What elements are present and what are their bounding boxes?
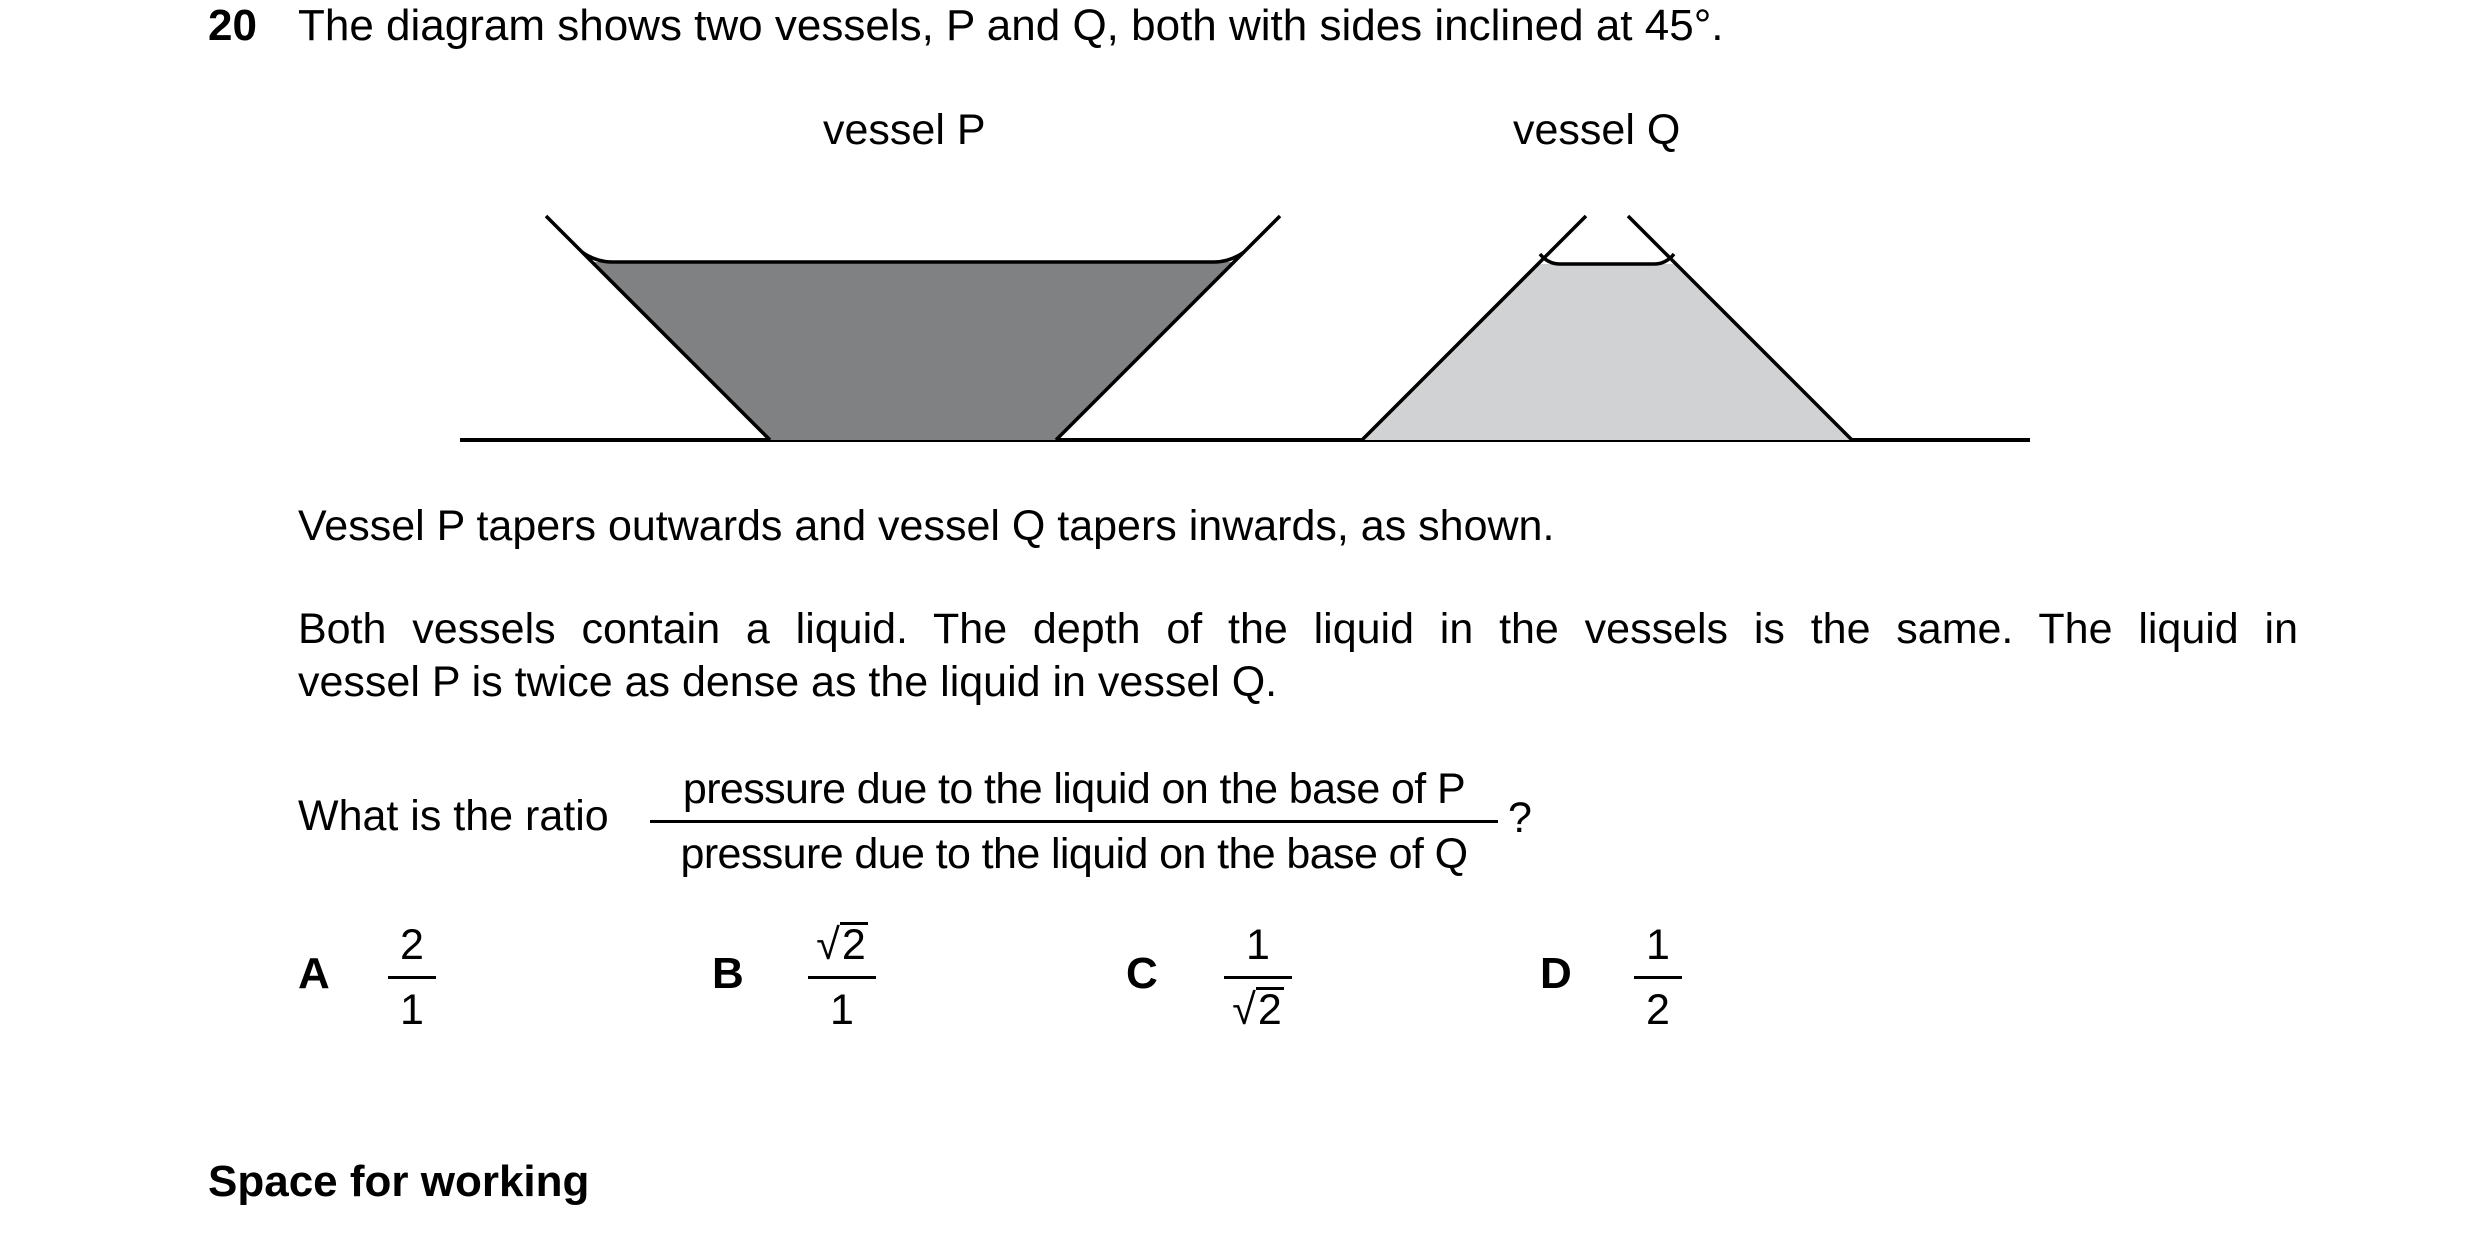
option-a-denominator: 1	[400, 986, 424, 1034]
radical-icon: √	[1232, 986, 1256, 1034]
option-a-bar	[388, 976, 436, 979]
ratio-lead-text: What is the ratio	[298, 792, 609, 840]
option-b-radicand: 2	[841, 921, 866, 969]
ratio-denominator: pressure due to the liquid on the base of Q	[680, 830, 1468, 878]
ratio-question-mark: ?	[1508, 794, 1532, 842]
space-for-working-label: Space for working	[208, 1157, 590, 1206]
option-b-bar	[808, 976, 876, 979]
option-c-denominator	[1224, 987, 1292, 1033]
paragraph-density-line-1: Both vessels contain a liquid. The depth of the liquid in the vessels is the same. The liquid in	[298, 605, 2298, 653]
option-d-numerator: 1	[1646, 921, 1670, 969]
option-a-letter: A	[298, 949, 330, 998]
option-c-sqrt	[1232, 987, 1284, 1033]
option-d-denominator: 2	[1646, 986, 1670, 1034]
paragraph-density-line-2: vessel P is twice as dense as the liquid in vessel Q.	[298, 658, 1278, 706]
option-b-sqrt	[816, 922, 868, 968]
paragraph-taper: Vessel P tapers outwards and vessel Q tapers inwards, as shown.	[298, 502, 1555, 550]
option-a-fraction[interactable]	[388, 922, 436, 1033]
paragraph-density	[298, 603, 2298, 709]
question-number: 20	[208, 1, 257, 50]
option-d-letter: D	[1540, 949, 1572, 998]
vessel-q-surface	[1540, 254, 1674, 264]
option-b-numerator	[808, 922, 876, 968]
vessel-p-liquid	[592, 262, 1234, 440]
ratio-fraction	[650, 762, 1498, 881]
option-d-bar	[1634, 976, 1682, 979]
option-b-denominator: 1	[830, 986, 854, 1034]
vessel-p-label: vessel P	[823, 106, 986, 154]
option-b-fraction[interactable]	[808, 922, 876, 1033]
ratio-numerator: pressure due to the liquid on the base of P	[682, 765, 1466, 813]
option-b-letter: B	[712, 949, 744, 998]
radical-icon: √	[816, 921, 840, 969]
vessel-p-surface	[582, 252, 1244, 262]
vessel-q-liquid	[1362, 264, 1852, 440]
option-c-fraction[interactable]	[1224, 922, 1292, 1033]
option-c-bar	[1224, 976, 1292, 979]
question-stem: The diagram shows two vessels, P and Q, both with sides inclined at 45°.	[298, 1, 1724, 50]
option-d-fraction[interactable]	[1634, 922, 1682, 1033]
vessel-q-label: vessel Q	[1513, 106, 1681, 154]
option-c-radicand: 2	[1257, 986, 1282, 1034]
option-a-numerator: 2	[400, 921, 424, 969]
option-c-numerator: 1	[1246, 921, 1270, 969]
option-c-letter: C	[1126, 949, 1158, 998]
ratio-fraction-bar	[650, 820, 1498, 823]
